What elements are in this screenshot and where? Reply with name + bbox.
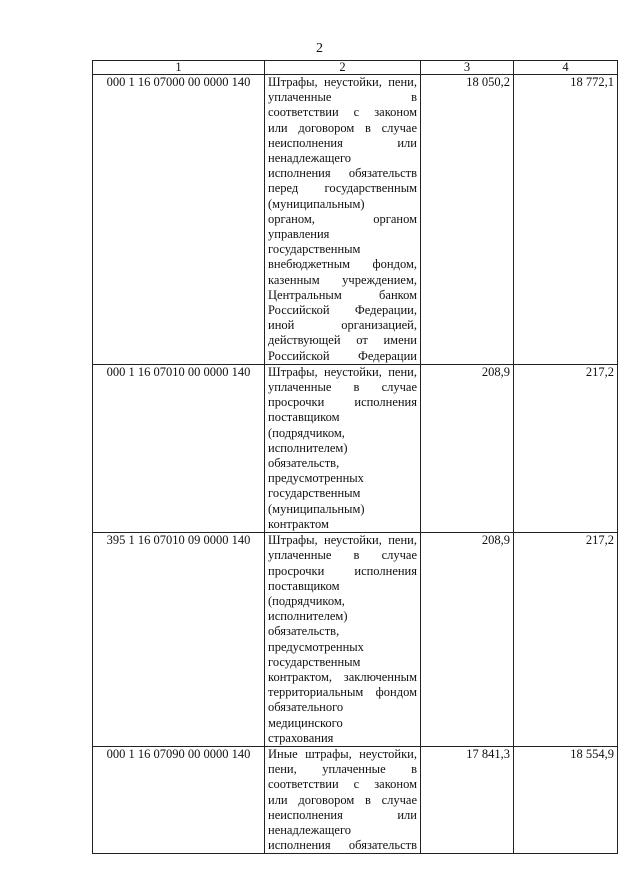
income-description	[265, 75, 421, 365]
description-line: Иные штрафы, неустойки,	[268, 746, 417, 761]
header-cell: 2	[265, 61, 421, 75]
description-line: Российской Федерации,	[268, 303, 417, 318]
description-line: исполнителем)	[268, 609, 348, 624]
description-line: казенным учреждением,	[268, 272, 417, 287]
description-line: (подрядчиком,	[268, 425, 345, 440]
header-cell: 3	[421, 61, 514, 75]
description-line: обязательств,	[268, 456, 340, 471]
description-line: обязательного	[268, 700, 344, 715]
description-line: неисполнения или	[268, 135, 417, 150]
description-line: иной организацией,	[268, 318, 417, 333]
budget-code: 000 1 16 07000 00 0000 140	[93, 75, 265, 365]
description-line: поставщиком	[268, 410, 340, 425]
description-line: управления	[268, 227, 330, 242]
amount-col3: 17 841,3	[421, 746, 514, 853]
description-line: государственным	[268, 486, 361, 501]
description-line: или договором в случае	[268, 792, 417, 807]
description-line: территориальным фондом	[268, 685, 417, 700]
table-header-row	[93, 61, 618, 75]
budget-code: 395 1 16 07010 09 0000 140	[93, 533, 265, 747]
amount-col4: 217,2	[514, 364, 618, 532]
description-line: страхования	[268, 730, 334, 745]
budget-code: 000 1 16 07090 00 0000 140	[93, 746, 265, 853]
description-line: или договором в случае	[268, 120, 417, 135]
income-description	[265, 746, 421, 853]
description-line: государственным	[268, 654, 361, 669]
description-line: исполнения обязательств	[268, 838, 417, 853]
description-line: перед государственным	[268, 181, 417, 196]
income-description	[265, 364, 421, 532]
amount-col4: 217,2	[514, 533, 618, 747]
description-line: просрочки исполнения	[268, 563, 417, 578]
amount-col3: 18 050,2	[421, 75, 514, 365]
budget-code: 000 1 16 07010 00 0000 140	[93, 364, 265, 532]
amount-col4: 18 554,9	[514, 746, 618, 853]
amount-col3: 208,9	[421, 364, 514, 532]
description-line: ненадлежащего	[268, 151, 352, 166]
table-row	[93, 533, 618, 747]
table-row	[93, 746, 618, 853]
amount-col3: 208,9	[421, 533, 514, 747]
description-line: исполнителем)	[268, 440, 348, 455]
description-line: неисполнения или	[268, 807, 417, 822]
description-line: Штрафы, неустойки, пени,	[268, 364, 417, 379]
description-line: соответствии с законом	[268, 777, 417, 792]
description-line: Штрафы, неустойки, пени,	[268, 75, 417, 89]
description-line: контрактом, заключенным	[268, 669, 417, 684]
header-cell: 1	[93, 61, 265, 75]
description-line: контрактом	[268, 516, 329, 531]
description-line: (муниципальным)	[268, 501, 365, 516]
income-description	[265, 533, 421, 747]
description-line: внебюджетным фондом,	[268, 257, 417, 272]
description-line: пени, уплаченные в	[268, 762, 417, 777]
description-line: медицинского	[268, 715, 343, 730]
description-line: соответствии с законом	[268, 105, 417, 120]
description-line: обязательств,	[268, 624, 340, 639]
description-line: исполнения обязательств	[268, 166, 417, 181]
description-line: (муниципальным)	[268, 196, 365, 211]
amount-col4: 18 772,1	[514, 75, 618, 365]
description-line: поставщиком	[268, 578, 340, 593]
table-row	[93, 75, 618, 365]
description-line: уплаченные в случае	[268, 548, 417, 563]
description-line: просрочки исполнения	[268, 395, 417, 410]
description-line: действующей от имени	[268, 333, 417, 348]
page-number: 2	[316, 41, 323, 56]
description-line: уплаченные в	[268, 90, 417, 105]
revenue-table	[92, 60, 618, 854]
description-line: государственным	[268, 242, 361, 257]
description-line: ненадлежащего	[268, 822, 352, 837]
description-line: предусмотренных	[268, 639, 364, 654]
description-line: Штрафы, неустойки, пени,	[268, 533, 417, 548]
description-line: (подрядчиком,	[268, 593, 345, 608]
table-row	[93, 364, 618, 532]
description-line: Центральным банком	[268, 287, 417, 302]
description-line: органом, органом	[268, 211, 417, 226]
header-cell: 4	[514, 61, 618, 75]
description-line: уплаченные в случае	[268, 380, 417, 395]
description-line: Российской Федерации	[268, 348, 417, 363]
description-line: предусмотренных	[268, 471, 364, 486]
